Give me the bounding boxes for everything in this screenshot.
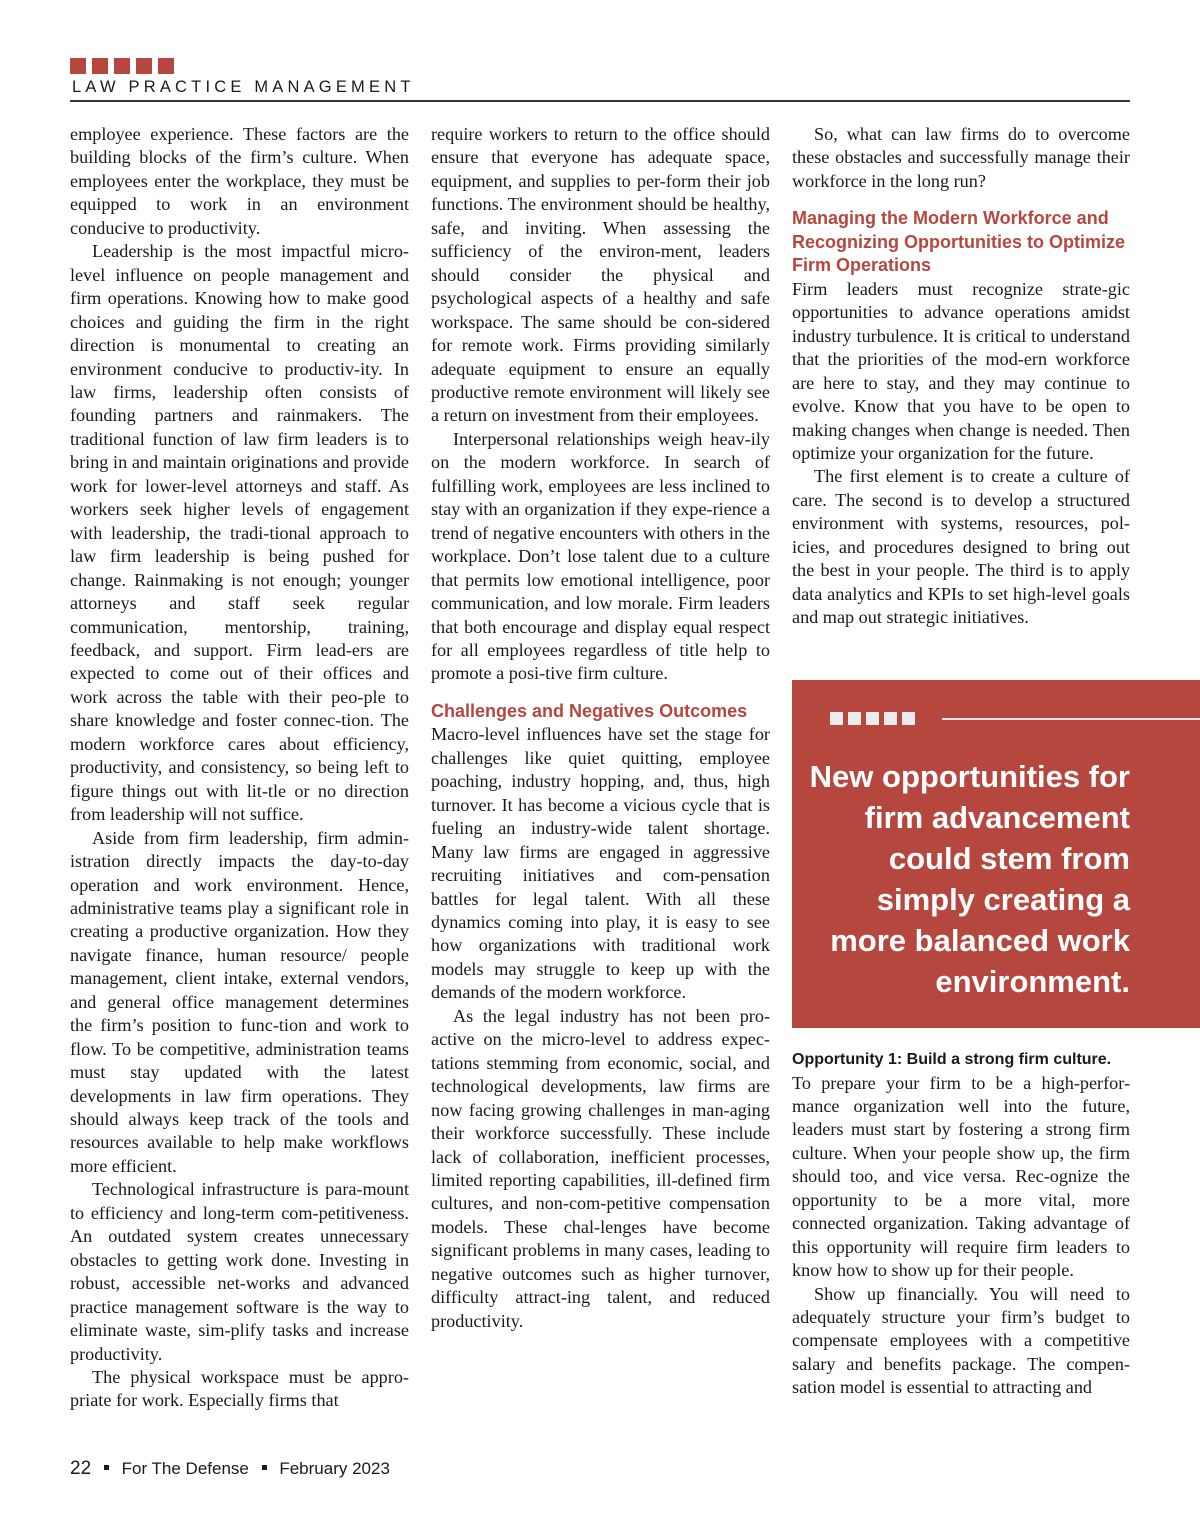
column-1 (70, 123, 409, 1413)
col2-paragraph: Interpersonal relationships weigh heav-ily on the modern workforce. In search of fulfilling work, employees are less inclined to stay with an organization if they expe-rience a trend of negative encounters with others in the workplace. Don’t lose talent due to a culture that permits low emotional intelligence, poor communication, and low morale. Firm leaders that both encourage and display equal respect for all employees regardless of title help to promote a posi-tive firm culture. (431, 428, 770, 684)
header-square (70, 58, 86, 74)
opportunity-heading: Opportunity 1: Build a strong firm culture. (792, 1051, 1112, 1068)
col3-paragraph: Firm leaders must recognize strate-gic opportunities to advance operations amidst industry turbulence. It is critical to understand that the priorities of the mod-ern workforce are here to stay, and they may continue to evolve. Know that you have to be open to making changes when change is needed. Then optimize your organization for the future. (792, 278, 1130, 464)
header-square (136, 58, 152, 74)
pull-quote-text: New opportunities for firm advancement could stem from simply creating a more balanced work environment. (809, 759, 1130, 999)
issue-date: February 2023 (279, 1459, 390, 1478)
col1-paragraph: The physical workspace must be appro-priate for work. Especially firms that (70, 1367, 409, 1411)
col2-paragraph: Macro-level influences have set the stage for challenges like quiet quitting, employee poaching, industry hopping, and, thus, high turnover. It has become a vicious cycle that is fueling an industry-wide talent shortage. Many law firms are engaged in aggressive recruiting initiatives and com-pensation battles for legal talent. With all these dynamics coming into play, it is easy to see how organizations with traditional work models may struggle to keep up with the demands of the modern workforce. (431, 724, 770, 1003)
col2-paragraph: require workers to return to the office should ensure that everyone has adequate space, equipment, and supplies to per-form their job functions. The environment should be healthy, safe, and inviting. When assessing the sufficiency of the environ-ment, leaders should consider the physical and psychological aspects of a healthy and safe workspace. The same should be con-sidered for remote work. Firms providing similarly adequate equipment to ensure an equally productive remote environment will likely see a return on investment from their employees. (431, 124, 770, 426)
page-footer (70, 1458, 390, 1480)
challenges-heading: Challenges and Negatives Outcomes (431, 700, 748, 721)
col3-intro: So, what can law firms do to overcome these obstacles and successfully manage their workforce in the long run? (792, 124, 1130, 191)
col3-paragraph: The first element is to create a culture of care. The second is to develop a structured environment with systems, resources, pol-icies, and procedures designed to bring out the best in your people. The third is to apply data analytics and KPIs to set high-level goals and map out strategic initiatives. (792, 466, 1130, 628)
col2-paragraph: As the legal industry has not been pro-active on the micro-level to address expec-tations stemming from economic, social, and technological developments, law firms are now facing growing challenges in man-aging their workforce successfully. These include lack of collaboration, inefficient processes, limited reporting capabilities, ill-defined firm cultures, and non-com-petitive compensation models. These chal-lenges have become significant problems in many cases, leading to negative outcomes such as higher turnover, difficulty attract-ing talent, and reduced productivity. (431, 1005, 770, 1331)
header-square (92, 58, 108, 74)
column-3 (792, 123, 1130, 630)
section-title: LAW PRACTICE MANAGEMENT (72, 78, 415, 96)
footer-bullet (262, 1465, 267, 1470)
opportunity-paragraph: To prepare your firm to be a high-perfor-mance organization well into the future, leaders must start by fostering a strong firm culture. When your people show up, the firm should too, and vice versa. Rec-ognize the opportunity to be a more vital, more connected organization. Taking advantage of this opportunity will require firm leaders to know how to show up for their people. (792, 1072, 1130, 1281)
opportunity-section (792, 1048, 1130, 1400)
header-squares (70, 58, 174, 74)
managing-heading: Managing the Modern Workforce and Recognizing Opportunities to Optimize Firm Operations (792, 208, 1125, 276)
footer-bullet (104, 1465, 109, 1470)
column-3-lower (792, 680, 1130, 1400)
page-number: 22 (70, 1458, 92, 1479)
header-square (114, 58, 130, 74)
header-rule (70, 100, 1130, 102)
opportunity-paragraph: Show up financially. You will need to adequately structure your firm’s budget to compensate employees with a competitive salary and benefits package. The compen-sation model is essential to attracting and (792, 1283, 1130, 1398)
column-2 (431, 123, 770, 1333)
col1-paragraph: Technological infrastructure is para-mount to efficiency and long-term com-petitiveness. An outdated system creates unnecessary obstacles to getting work done. Investing in robust, accessible net-works and advanced practice management software is the way to eliminate waste, sim-plify tasks and increase productivity. (70, 1179, 409, 1364)
header-square (158, 58, 174, 74)
col1-paragraph: Leadership is the most impactful micro-level influence on people management and firm operations. Knowing how to make good choices and guiding the firm in the right direction is monumental to creating an environment conducive to productiv-ity. In law firms, leadership often consists of founding partners and rainmakers. The traditional function of law firm leaders is to bring in and maintain originations and provide work for lower-level attorneys and staff. As workers seek higher levels of engagement with leadership, the tradi-tional approach to law firm leadership is being pushed for change. Rainmaking is not enough; younger attorneys and staff seek regular communication, mentorship, training, feedback, and support. Firm lead-ers are expected to come out of their offices and work across the table with their peo-ple to share knowledge and foster connec-tion. The modern workforce cares about efficiency, productivity, and consistency, so being left to figure things out with lit-tle or no direction from leadership will not suffice. (70, 241, 409, 825)
publication-name: For The Defense (121, 1459, 249, 1478)
col1-paragraph: employee experience. These factors are the building blocks of the firm’s culture. When employees enter the workplace, they must be equipped to work in an environment conducive to productivity. (70, 124, 409, 238)
col1-paragraph: Aside from firm leadership, firm admin-istration directly impacts the day-to-day operation and work environment. Hence, administrative teams play a significant role in creating a productive organization. How they navigate finance, human resource/ people management, client intake, external vendors, and general office management determines the firm’s position to func-tion and work to flow. To be competitive, administration teams must stay updated with the latest developments in law firm operations. They should always keep track of the tools and resources available to help make workflows more efficient. (70, 827, 409, 1176)
